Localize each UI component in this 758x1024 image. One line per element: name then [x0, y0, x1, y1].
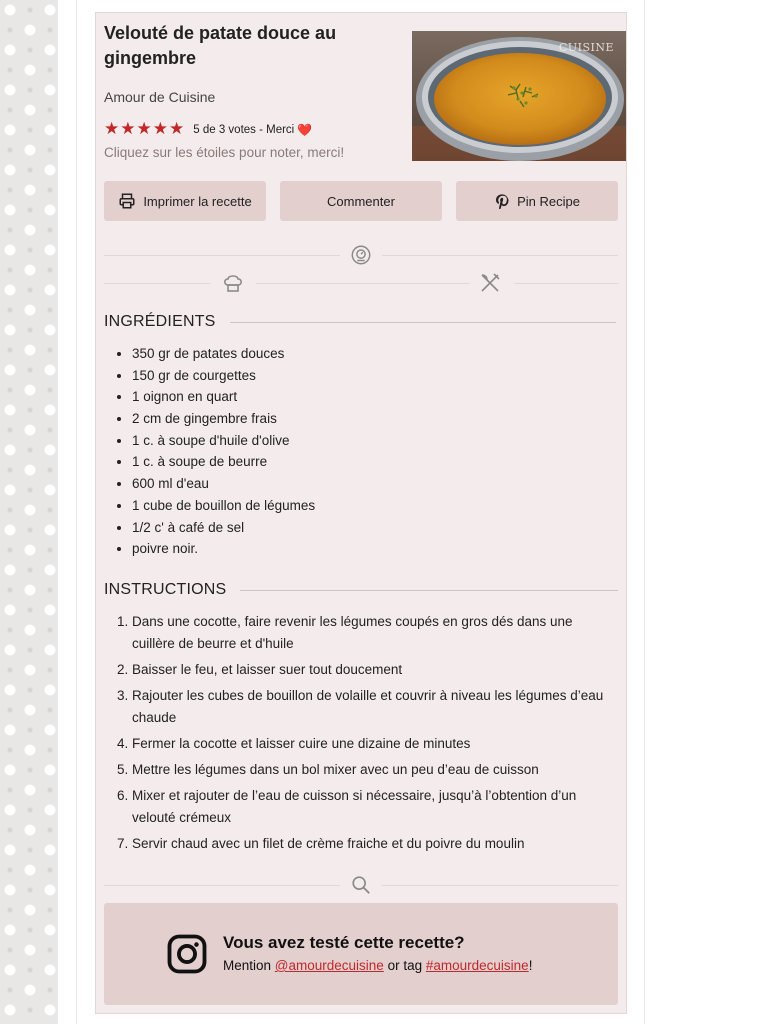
ingredients-title: INGRÉDIENTS — [104, 313, 216, 330]
utensils-icon — [478, 271, 502, 295]
recipe-header — [104, 21, 618, 161]
star-rating[interactable] — [104, 120, 312, 139]
star-icon[interactable]: ★ — [136, 119, 152, 138]
divider — [104, 283, 210, 284]
pinterest-icon — [494, 193, 510, 209]
recipe-card — [95, 12, 627, 1014]
star-icon[interactable]: ★ — [120, 119, 136, 138]
printer-icon — [118, 192, 136, 210]
chef-hat-icon — [221, 271, 245, 295]
list-item: 4. Fermer la cocotte et laisser cuire une dizaine de minutes — [132, 733, 612, 755]
instagram-callout — [104, 903, 618, 1005]
divider — [104, 885, 340, 886]
rate-hint: Cliquez sur les étoiles pour noter, merci! — [104, 145, 345, 160]
instructions-list — [132, 611, 612, 859]
mention-prefix: Mention — [223, 958, 272, 973]
content-border-right — [644, 0, 645, 1024]
divider — [256, 283, 470, 284]
instagram-mention-line — [223, 958, 532, 973]
photo-watermark: CUISINE — [558, 41, 614, 54]
star-icon[interactable]: ★ — [152, 119, 168, 138]
ingredients-list — [132, 343, 315, 560]
list-item: • 1 c. à soupe d'huile d'olive — [132, 430, 315, 452]
ingredients-heading — [104, 313, 616, 331]
instructions-title: INSTRUCTIONS — [104, 581, 227, 598]
divider — [104, 255, 340, 256]
pin-recipe-button[interactable] — [456, 181, 618, 221]
recipe-title: Velouté de patate douce au gingembre — [104, 23, 337, 68]
votes-text: 5 de 3 votes - Merci — [193, 123, 295, 136]
instructions-heading — [104, 581, 618, 599]
pin-recipe-label: Pin Recipe — [517, 193, 580, 209]
list-item: • poivre noir. — [132, 538, 315, 560]
action-buttons — [104, 181, 618, 221]
page-content — [58, 0, 758, 1024]
list-item: • 1 c. à soupe de beurre — [132, 451, 315, 473]
heading-rule — [240, 590, 618, 591]
star-icon[interactable]: ★ — [169, 119, 185, 138]
instagram-handle-link[interactable]: @amourdecuisine — [274, 958, 384, 973]
timer-icon — [350, 244, 372, 266]
list-item: • 1 cube de bouillon de légumes — [132, 495, 315, 517]
list-item: 2. Baisser le feu, et laisser suer tout doucement — [132, 659, 612, 681]
star-icon[interactable]: ★ — [104, 119, 120, 138]
heart-icon: ❤️ — [297, 122, 313, 137]
list-item: 3. Rajouter les cubes de bouillon de volaille et couvrir à niveau les légumes d’eau chaude — [132, 685, 612, 729]
heading-rule — [230, 322, 616, 323]
list-item: 7. Servir chaud avec un filet de crème fraiche et du poivre du moulin — [132, 833, 612, 855]
list-item: 1. Dans une cocotte, faire revenir les légumes coupés en gros dés dans une cuillère de beurre et d'huile — [132, 611, 612, 655]
print-recipe-label: Imprimer la recette — [143, 193, 252, 209]
recipe-author: Amour de Cuisine — [104, 89, 216, 105]
recipe-photo[interactable] — [412, 31, 626, 161]
mention-suffix: ! — [528, 958, 533, 973]
instagram-icon[interactable] — [166, 933, 208, 980]
content-border-left — [76, 0, 77, 1024]
print-recipe-button[interactable] — [104, 181, 266, 221]
instagram-hashtag-link[interactable]: #amourdecuisine — [425, 958, 529, 973]
divider — [382, 885, 618, 886]
list-item: • 2 cm de gingembre frais — [132, 408, 315, 430]
list-item: • 350 gr de patates douces — [132, 343, 315, 365]
comment-button[interactable] — [280, 181, 442, 221]
list-item: • 1 oignon en quart — [132, 386, 315, 408]
comment-label: Commenter — [327, 193, 395, 209]
mention-middle: or tag — [387, 958, 423, 973]
instagram-title: Vous avez testé cette recette? — [223, 933, 465, 952]
list-item: • 600 ml d'eau — [132, 473, 315, 495]
list-item: • 1/2 c' à café de sel — [132, 517, 315, 539]
stars[interactable] — [104, 120, 185, 139]
divider — [514, 283, 618, 284]
list-item: 6. Mixer et rajouter de l’eau de cuisson si nécessaire, jusqu’à l’obtention d’un velouté crémeux — [132, 785, 612, 829]
divider — [382, 255, 618, 256]
search-icon[interactable] — [350, 874, 372, 896]
list-item: 5. Mettre les légumes dans un bol mixer avec un peu d’eau de cuisson — [132, 759, 612, 781]
list-item: • 150 gr de courgettes — [132, 365, 315, 387]
